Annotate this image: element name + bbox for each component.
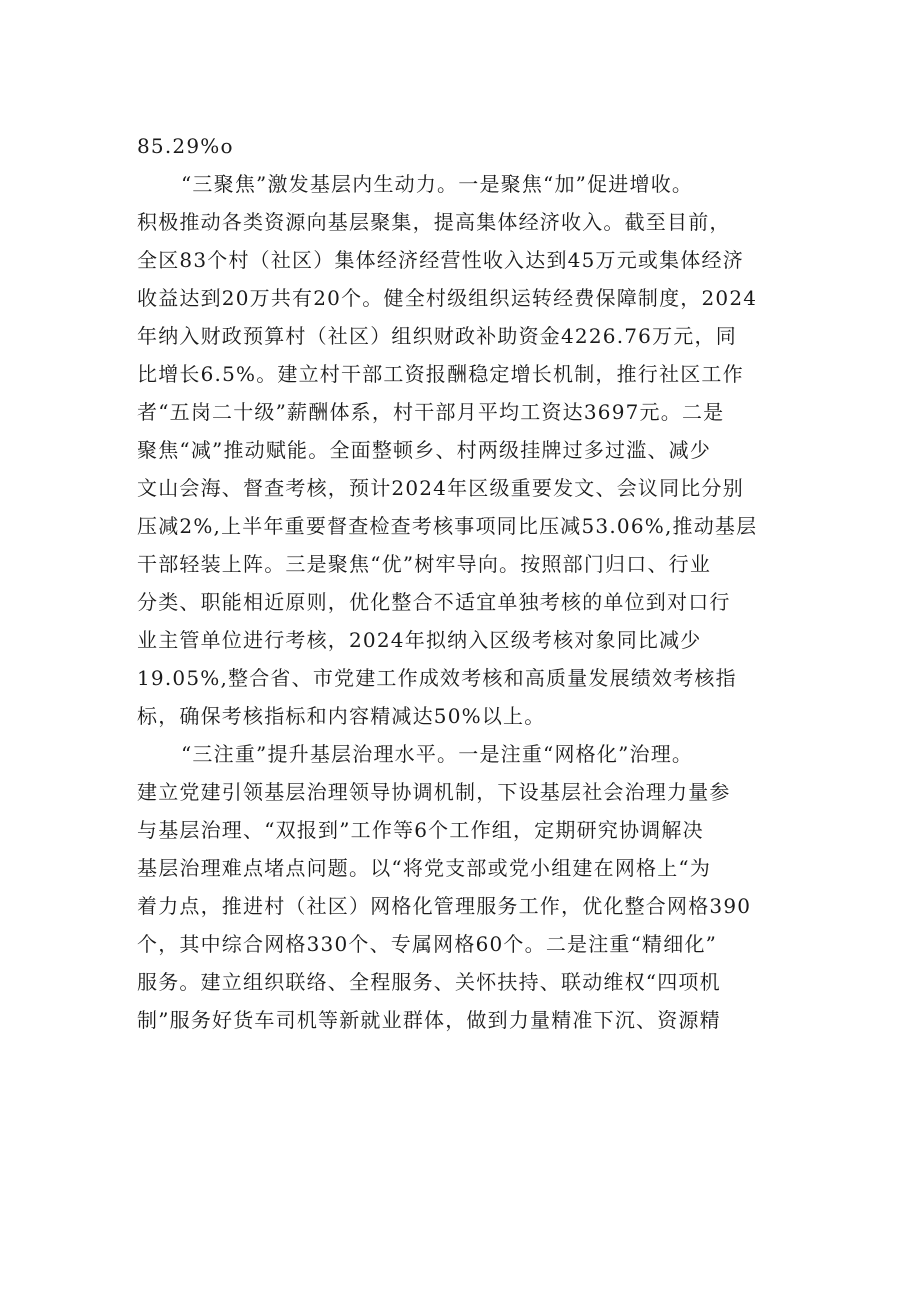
text-line: 基层治理难点堵点问题。以“将党支部或党小组建在网格上“为	[137, 856, 712, 880]
text-line: 比增长6.5%。建立村干部工资报酬稳定增长机制，推行社区工作	[137, 362, 744, 386]
text-line: 服务。建立组织联络、全程服务、关怀扶持、联动维权“四项机	[137, 970, 721, 994]
text-line: 收益达到20万共有20个。健全村级组织运转经费保障制度，2024	[137, 286, 758, 310]
text-line: 全区83个村（社区）集体经济经营性收入达到45万元或集体经济	[137, 248, 744, 272]
text-line: 制”服务好货车司机等新就业群体，做到力量精准下沉、资源精	[137, 1008, 721, 1032]
text-line: 压减2%,上半年重要督查检查考核事项同比压减53.06%,推动基层	[137, 514, 758, 538]
text-line: 85.29%o	[137, 134, 234, 158]
text-line: 分类、职能相近原则，优化整合不适宜单独考核的单位到对口行	[137, 590, 731, 614]
text-line: 标，确保考核指标和内容精减达50%以上。	[137, 704, 546, 728]
text-line: 干部轻装上阵。三是聚焦“优”树牢导向。按照部门归口、行业	[137, 552, 712, 576]
text-line: 文山会海、督查考核，预计2024年区级重要发文、会议同比分别	[137, 476, 744, 500]
text-line: 个，其中综合网格330个、专属网格60个。二是注重“精细化”	[137, 932, 718, 956]
text-line: 着力点，推进村（社区）网格化管理服务工作，优化整合网格390	[137, 894, 752, 918]
text-line: “三注重”提升基层治理水平。一是注重“网格化”治理。	[181, 742, 694, 766]
text-line: “三聚焦”激发基层内生动力。一是聚焦“加”促进增收。	[181, 172, 694, 196]
text-line: 建立党建引领基层治理领导协调机制，下设基层社会治理力量参	[137, 780, 731, 804]
document-body	[137, 127, 797, 1039]
text-line: 19.05%,整合省、市党建工作成效考核和高质量发展绩效考核指	[137, 666, 737, 690]
text-line: 业主管单位进行考核，2024年拟纳入区级考核对象同比减少	[137, 628, 702, 652]
text-line: 年纳入财政预算村（社区）组织财政补助资金4226.76万元，同	[137, 324, 737, 348]
text-line: 与基层治理、“双报到”工作等6个工作组，定期研究协调解决	[137, 818, 704, 842]
text-line: 者“五岗二十级”薪酬体系，村干部月平均工资达3697元。二是	[137, 400, 725, 424]
text-line: 积极推动各类资源向基层聚集，提高集体经济收入。截至目前，	[137, 210, 731, 234]
text-line: 聚焦“减”推动赋能。全面整顿乡、村两级挂牌过多过滥、减少	[137, 438, 712, 462]
